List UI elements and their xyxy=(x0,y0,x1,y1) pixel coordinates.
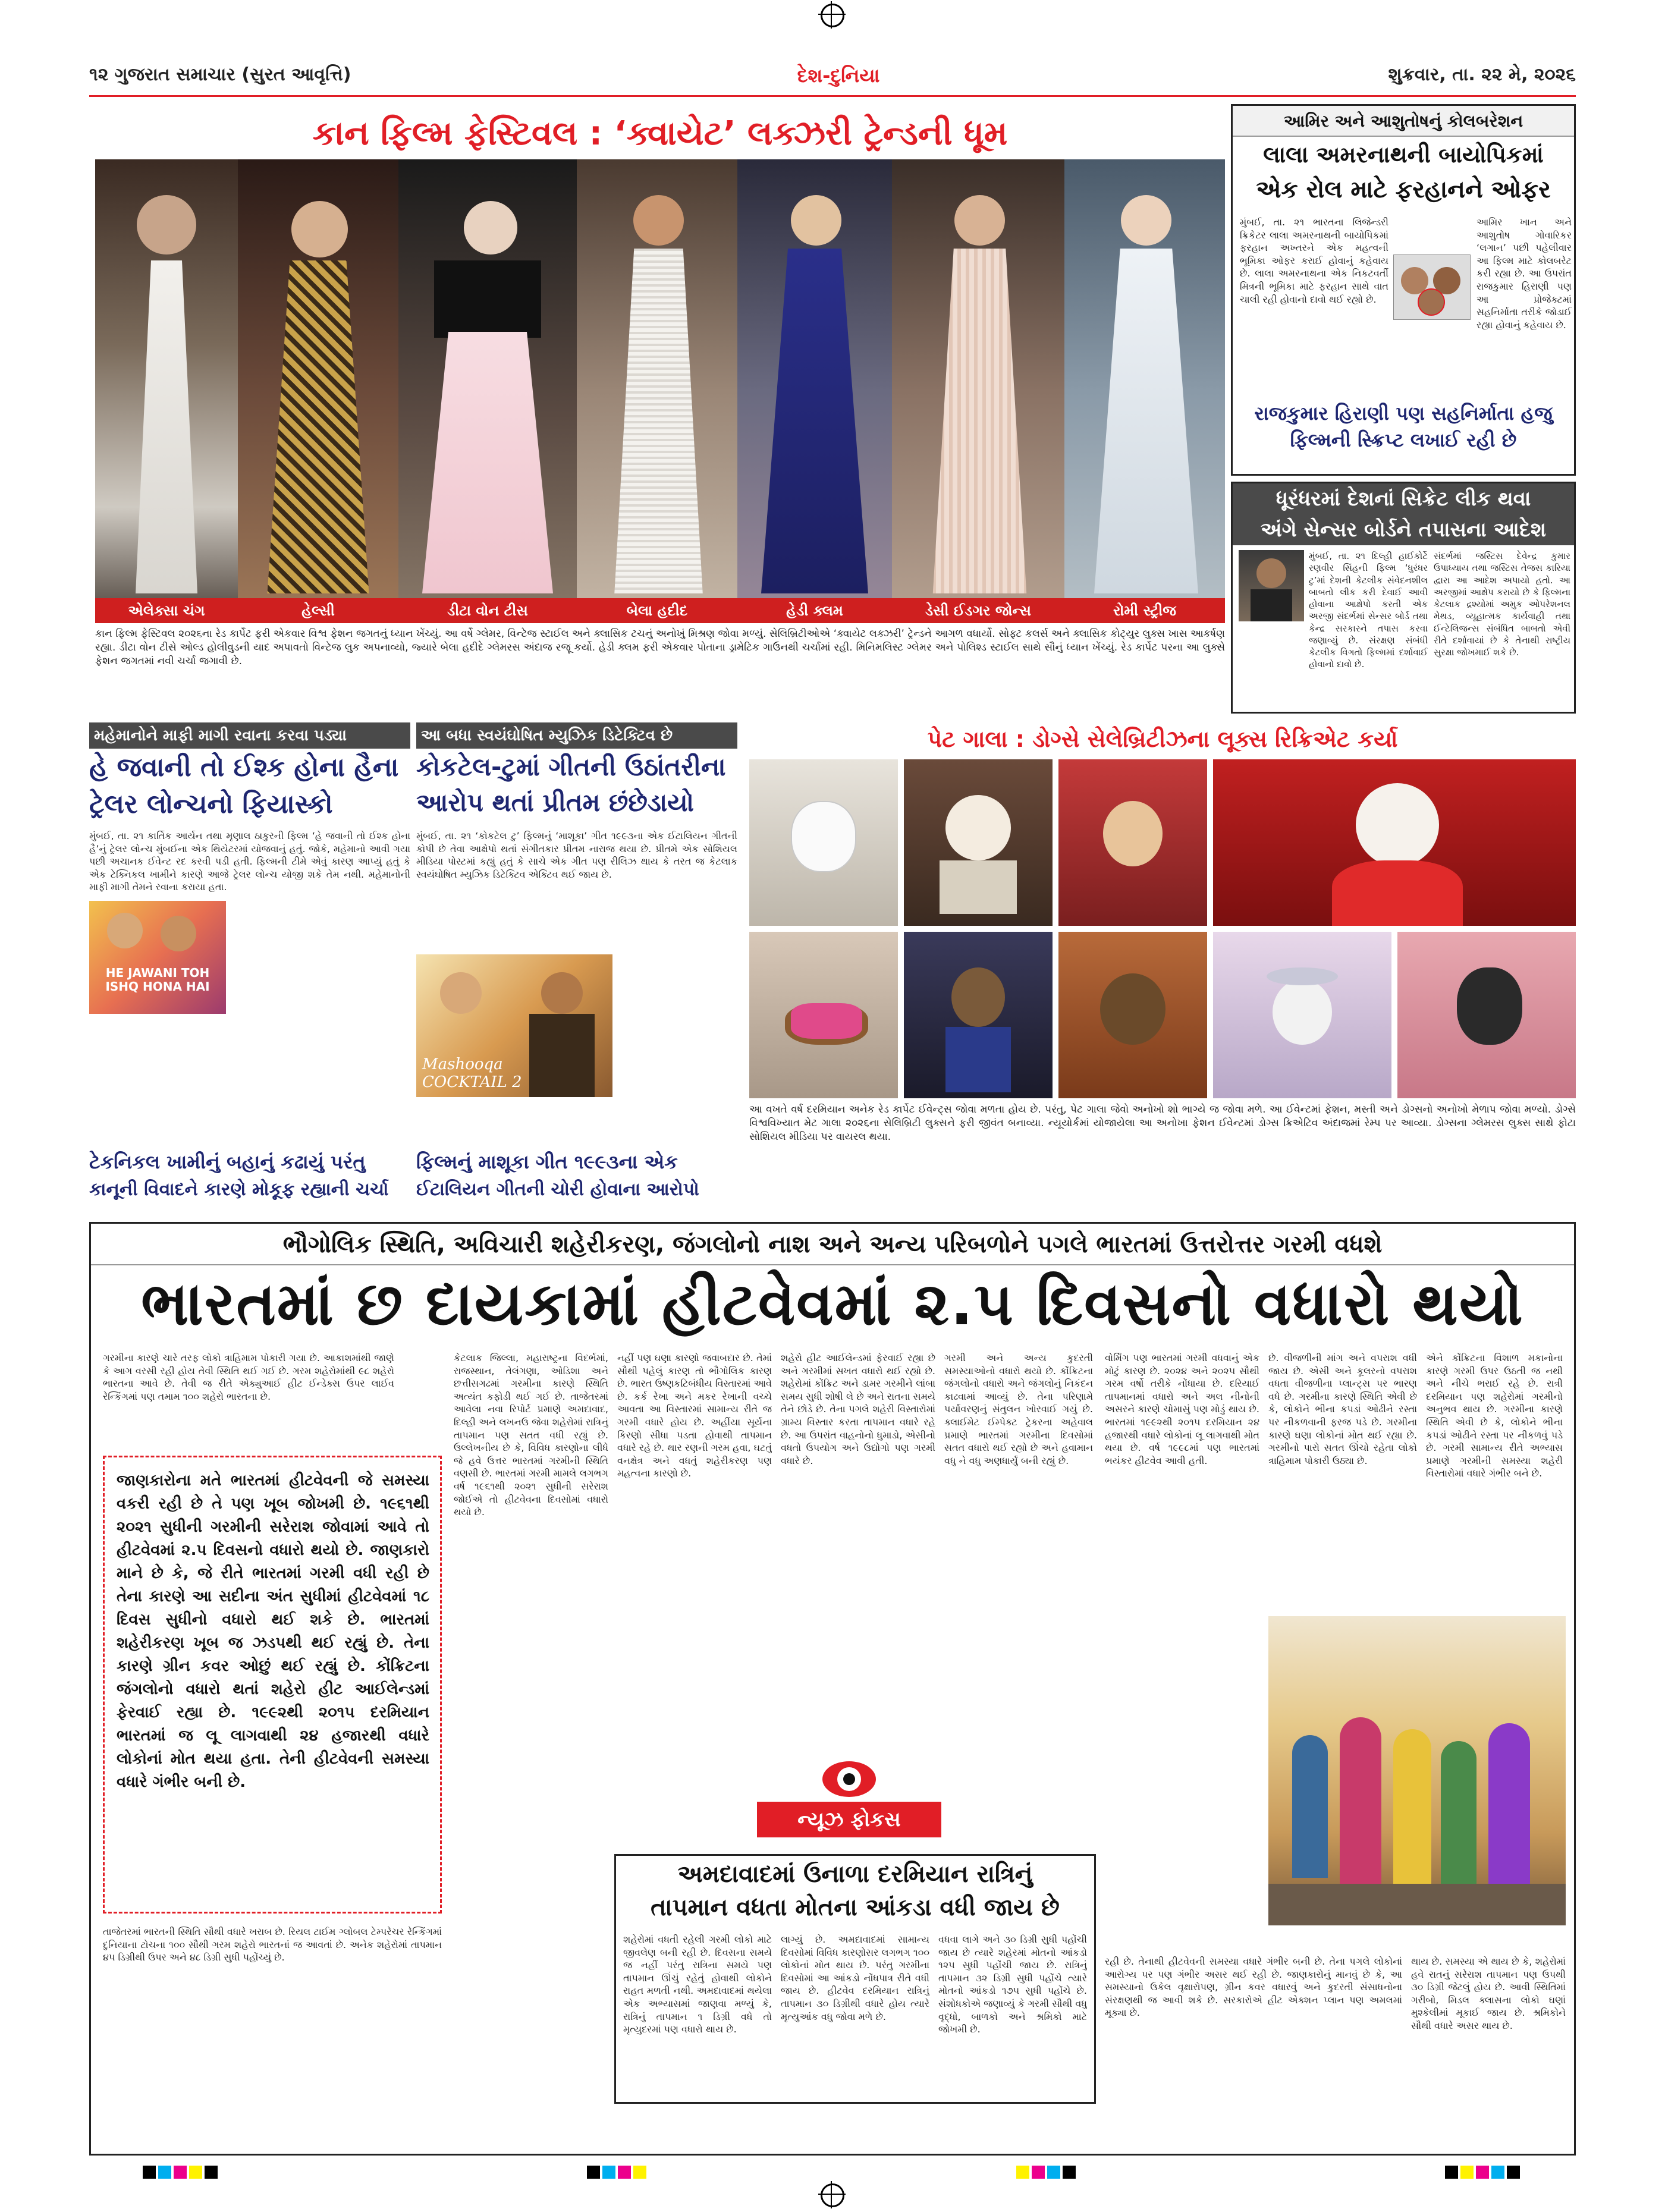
header-rule xyxy=(89,95,1576,97)
ahmedabad-col-1: શહેરોમાં વધતી રહેલી ગરમી લોકો માટે જીવલેણ બની રહી છે. દિવસના સમયે જ નહીં પરંતુ રાત્રિના સમયે પણ તાપમાન ઊંચું રહેતું હોવાથી લોકોને રાહત મળતી નથી. અમદાવાદમાં થયેલા એક અભ્યાસમાં જાણવા મળ્યું કે, રાત્રિનું તાપમાન ૧ ડિગ્રી વધે તો મૃત્યુદરમાં પણ વધારો થાય છે. xyxy=(623,1934,772,2035)
ahmedabad-col-2: લાગ્યું છે. અમદાવાદમાં સામાન્ય દિવસોમાં વિવિધ કારણોસર લગભગ ૧૦૦ લોકોનાં મોત થાય છે. પરંતુ ગરમીના દિવસોમાં આ આંકડો નોંધપાત્ર રીતે વધી જાય છે. હીટવેવ દરમિયાન રાત્રિનું તાપમાન ૩૦ ડિગ્રીથી વધારે હોય ત્યારે મૃત્યુઆંક વધુ જોવા મળે છે. xyxy=(781,1934,929,2022)
dhurandhar-body-2: સંદર્ભમાં જસ્ટિસ દેવેન્દ્ર કુમાર ઉપાધ્યાય તથા જસ્ટિસ તેજસ કારિયા દ્વારા આ આદેશ અપાયો હતો. આ અરજીમાં આક્ષેપ કરાયો છે કે ફિલ્મના કેટલાક દ્રશ્યોમાં અમુક ઓપરેશનલ મેથડ, વ્યૂહાત્મક કાર્યવાહી તથા ઈન્ટેલિજન્સ સંબંધિત બાબતો એવી રીતે દર્શાવાયાં છે કે તેનાથી રાષ્ટ્રીય સુરક્ષા જોખમાઈ શકે છે. xyxy=(1434,551,1570,658)
dhurandhar-headline-1: ધૂરંધરમાં દેશનાં સિક્રેટ લીક થવા xyxy=(1233,483,1574,514)
metgala-section xyxy=(749,722,1576,1216)
aamir-box xyxy=(1231,104,1576,476)
pritam-poster xyxy=(416,954,612,1097)
page-header xyxy=(89,59,1576,95)
cannes-caption-4: બેલા હદીદ xyxy=(577,598,737,623)
heat-street-photo xyxy=(1268,1616,1566,1925)
metgala-photo-9 xyxy=(1397,932,1576,1098)
heat-col-8: એને કોંક્રિટના વિશાળ મકાનોના કારણે ગરમી ઉપર ઉઠતી જ નથી અને નીચે ભરાઈ રહે છે. રાત્રી દરમિયાન પણ શહેરોમાં ગરમીનો અનુભવ થાય છે. ગરમીના કારણે સ્થિતિ એવી છે કે, લોકોને ભીના કપડાં ઓઢીને રસ્તા પર નીકળવું પડે છે. ગરમી સામાન્ય રીતે અભ્યાસ પ્રમાણે ગરમીની સમસ્યા શહેરી વિસ્તારોમાં વધારે ગંભીર બને છે. xyxy=(1426,1352,1563,1479)
hejawani-subhead-2: કાનૂની વિવાદને કારણે મોકૂફ રહ્યાની ચર્ચા xyxy=(89,1179,389,1200)
pritam-headline-2: આરોપ થતાં પ્રીતમ છંછેડાયો xyxy=(416,788,695,817)
cannes-caption-5: હેડી ક્લમ xyxy=(737,598,892,623)
heat-col-6: વોર્મિંગ પણ ભારતમાં ગરમી વધવાનું એક મોટું કારણ છે. ૨૦૨૪ અને ૨૦૨૫ સૌથી ગરમ વર્ષો તરીકે નોંધાયા છે. દરિયાઈ તાપમાનમાં વધારો અને અલ નીનોની અસરને કારણે ચોમાસું પણ મોડું થાય છે. ભારતમાં ૧૯૯૨થી ૨૦૧૫ દરમિયાન ૨૪ હજારથી વધારે લોકોનાં લૂ લાગવાથી મોત થયા છે. વર્ષ ૧૯૯૮માં પણ ભારતમાં ભયંકર હીટવેવ આવી હતી. xyxy=(1105,1352,1259,1466)
aamir-body-1: મુંબઈ, તા. ૨૧ ભારતના લિજેન્ડરી ક્રિકેટર લાલા અમરનાથની બાયોપિકમાં ફરહાન અખ્તરને એક મહત્વની ભૂમિકા ઓફર કરાઈ હોવાનું કહેવાય છે. લાલા અમરનાથના એક નિકટવર્તી મિત્રની ભૂમિકા માટે ફરહાન સાથે વાત ચાલી રહી હોવાનો દાવો થઈ રહ્યો છે. xyxy=(1240,216,1388,305)
pritam-kicker: આ બધા સ્વયંઘોષિત મ્યુઝિક ડિટેક્ટિવ છે xyxy=(416,722,737,749)
dhurandhar-body-1: મુંબઈ, તા. ૨૧ દિલ્હી હાઈકોર્ટે રણવીર સિંહની ફિલ્મ ‘ધુરંધર ટુ’માં દેશની કેટલીક સંવેદનશીલ બાબતો લીક કરી દેવાઈ આવી હોવાના આક્ષેપો કરતી એક અરજી સંદર્ભમાં સેન્સર બોર્ડ તથા કેન્દ્ર સરકારને તપાસ કરવા જણાવ્યું છે. સંરક્ષણ સંબંધી કેટલીક વિગતો ફિલ્મમાં દર્શાવાઈ હોવાનો દાવો છે. xyxy=(1309,551,1428,670)
hejawani-poster xyxy=(89,901,226,1014)
metgala-photo-6 xyxy=(904,932,1053,1098)
hejawani-subhead-1: ટેકનિકલ ખામીનું બહાનું કઢાયું પરંતુ xyxy=(89,1151,366,1173)
aamir-portraits xyxy=(1393,254,1471,320)
metgala-photo-7 xyxy=(1058,932,1207,1098)
metgala-photo-3 xyxy=(1058,759,1207,926)
footer-color-bar xyxy=(143,2164,1522,2180)
page-date: શુક્રવાર, તા. ૨૨ મે, ૨૦૨૬ xyxy=(1388,64,1576,85)
metgala-photo-4 xyxy=(1213,759,1576,926)
metgala-body: આ વખતે વર્ષ દરમિયાન અનેક રેડ કાર્પેટ ઈવેન્ટ્સ જોવા મળતા હોય છે. પરંતુ, પેટ ગાલા જેવો અનોખો શો ભાગ્યે જ જોવા મળે. આ ઈવેન્ટમાં ફેશન, મસ્તી અને ડોગ્સનો અનોખો મેળાપ જોવા મળ્યો. ડોગ્સે વિશ્વવિખ્યાત મેટ ગાલા ૨૦૨૬ના સેલિબ્રિટી લુક્સને ફરી જીવંત બનાવ્યા. ન્યૂયોર્કમાં યોજાયેલા આ અનોખા ફેશન ઈવેન્ટમાં ડોગ્સ ક્રિએટિવ અંદાજમાં રેમ્પ પર આવ્યા. ડોગ્સના ગ્લેમરસ લુક્સ સાથે ફોટા સોશિયલ મીડિયા પર વાયરલ થયા. xyxy=(749,1104,1576,1143)
hejawani-section xyxy=(89,722,410,1216)
metgala-photo-1 xyxy=(749,759,898,926)
aamir-subhead: રાજકુમાર હિરાણી પણ સહનિર્માતા હજુ ફિલ્મની સ્ક્રિપ્ટ લખાઈ રહી છે xyxy=(1254,402,1553,451)
ahmedabad-box xyxy=(614,1854,1096,2104)
cannes-caption-6: ડેસી ઈડગર જોન્સ xyxy=(892,598,1064,623)
aamir-kicker: આમિર અને આશુતોષનું કોલબરેશન xyxy=(1233,106,1574,137)
pritam-poster-title: Mashooqa COCKTAIL 2 xyxy=(422,1055,522,1091)
cannes-photo-1 xyxy=(95,159,238,623)
ahmedabad-headline-1: અમદાવાદમાં ઉનાળા દરમિયાન રાત્રિનું xyxy=(677,1861,1033,1888)
heat-section xyxy=(89,1222,1576,2156)
metgala-photo-2 xyxy=(904,759,1053,926)
dhurandhar-headline-2: અંગે સેન્સર બોર્ડને તપાસના આદેશ xyxy=(1233,514,1574,545)
heat-col-2: કેટલાક જિલ્લા, મહારાષ્ટ્રના વિદર્ભમાં, રાજસ્થાન, તેલંગણા, ઓડિશા અને છત્તીસગઢમાં ગરમીના કારણે સ્થિતિ અત્યંત કફોડી થઈ ગઈ છે. તાજેતરમાં આવેલા નવા રિપોર્ટ પ્રમાણે અમદાવાદ, દિલ્હી અને લખનઉ જેવા શહેરોમાં રાત્રિનું તાપમાન પણ સતત વધી રહ્યું છે. ઉલ્લેખનીય છે કે, વિવિધ કારણોના લીધે જે હવે ઉત્તર ભારતમાં ગરમીની સ્થિતિ વણસી છે. ભારતમાં ગરમી મામલે લગભગ વર્ષ ૧૯૬૧થી ૨૦૨૧ સુધીની સરેરાશ જોઈએ તો હીટવેવના દિવસોમાં વધારો થયો છે. xyxy=(454,1352,608,1518)
heat-col-5: ગરમી અને અન્ય કુદરતી સમસ્યાઓનો વધારો થયો છે. કોંક્રિટના જંગલોનો વધારો અને જંગલોનું નિકંદન કાઢવામાં આવ્યું છે. તેના પરિણામે પર્યાવરણનું સંતુલન ખોરવાઈ ગયું છે. ક્લાઈમેટ ઈમ્પેક્ટ ટ્રેકરના અહેવાલ પ્રમાણે ભારતમાં ગરમીના દિવસોમાં સતત વધારો થઈ રહ્યો છે અને હવામાન વધુ ને વધુ અણધાર્યું બની રહ્યું છે. xyxy=(944,1352,1093,1466)
eye-icon xyxy=(822,1761,876,1797)
cannes-photo-7 xyxy=(1064,159,1225,623)
metgala-headline: પેટ ગાલા : ડોગ્સે સેલેબ્રિટીઝના લૂક્સ રિક્રિએટ કર્યા xyxy=(927,726,1398,752)
news-focus-label: ન્યૂઝ ફોકસ xyxy=(757,1802,941,1837)
heat-banner: ભૌગોલિક સ્થિતિ, અવિચારી શહેરીકરણ, જંગલોનો નાશ અને અન્ય પરિબળોને પગલે ભારતમાં ઉત્તરોત્તર ગરમી વધશે xyxy=(91,1224,1574,1265)
dhurandhar-box xyxy=(1231,482,1576,714)
cannes-caption-3: ડીટા વોન ટીસ xyxy=(398,598,577,623)
heat-col-3: નહીં પણ ઘણા કારણો જવાબદાર છે. તેમાં સૌથી પહેલું કારણ તો ભૌગોલિક કારણ છે. ભારત ઉષ્ણકટિબંધીય વિસ્તારમાં આવે છે. કર્ક રેખા અને મકર રેખાની વચ્ચે આવતા આ વિસ્તારમાં સામાન્ય રીતે જ ગરમી વધારે હોય છે. અહીંયા સૂર્યના કિરણો સીધા પડતા હોવાથી તાપમાન વધારે રહે છે. થાર રણની ગરમ હવા, ઘટતું વનક્ષેત્ર અને વધતું શહેરીકરણ પણ મહત્વના કારણો છે. xyxy=(617,1352,772,1479)
metgala-photo-8 xyxy=(1213,932,1391,1098)
hejawani-kicker: મહેમાનોને માફી માગી રવાના કરવા પડ્યા xyxy=(89,722,410,749)
heat-col-1b: તાજેતરમાં ભારતની સ્થિતિ સૌથી વધારે ખરાબ છે. રિયલ ટાઈમ ગ્લોબલ ટેમ્પરેચર રેન્કિંગમાં દુનિયાના ટોચના ૧૦૦ સૌથી ગરમ શહેરો ભારતનાં જ આવતાં છે. અનેક શહેરોમાં તાપમાન ૪૫ ડિગ્રીથી ઉપર અને ૪૮ ડિગ્રી સુધી પહોંચ્યું છે. xyxy=(103,1926,442,1963)
heat-headline: ભારતમાં છ દાયકામાં હીટવેવમાં ૨.૫ દિવસનો વધારો થયો xyxy=(141,1269,1524,1338)
heat-highlight-text: જાણકારોના મતે ભારતમાં હીટવેવની જે સમસ્યા વકરી રહી છે તે પણ ખૂબ જોખમી છે. ૧૯૬૧થી ૨૦૨૧ સુધીની ગરમીની સરેરાશ જોવામાં આવે તો હીટવેવમાં ૨.૫ દિવસનો વધારો થયો છે. જાણકારો માને છે કે, જે રીતે ભારતમાં ગરમી વધી રહી છે તેના કારણે આ સદીના અંત સુધીમાં હીટવેવમાં ૧૮ દિવસ સુધીનો વધારો થઈ શકે છે. ભારતમાં શહેરીકરણ ખૂબ જ ઝડપથી થઈ રહ્યું છે. તેના કારણે ગ્રીન કવર ઓછું થઈ રહ્યું છે. કોંક્રિટના જંગલોનો વધારો થતાં શહેરો હીટ આઈલેન્ડમાં ફેરવાઈ રહ્યા છે. ૧૯૯૨થી ૨૦૧૫ દરમિયાન ભારતમાં જ લૂ લાગવાથી ૨૪ હજારથી વધારે લોકોનાં મોત થયા હતા. તેની હીટવેવની સમસ્યા વધારે ગંભીર બની છે. xyxy=(117,1472,429,1791)
cannes-photo-4 xyxy=(577,159,737,623)
page-info: ૧૨ ગુજરાત સમાચાર (સુરત આવૃત્તિ) xyxy=(89,64,351,85)
hejawani-poster-title: HE JAWANI TOH ISHQ HONA HAI xyxy=(105,966,210,994)
dhurandhar-photo xyxy=(1239,550,1304,621)
cannes-caption-7: રોમી સ્ટ્રીજ xyxy=(1064,598,1225,623)
registration-mark-bottom xyxy=(821,2183,844,2207)
heat-col-6b: રહી છે. તેનાથી હીટવેવની સમસ્યા વધારે ગંભીર બની છે. તેના પગલે લોકોનાં આરોગ્ય પર પણ ગંભીર અસર થઈ રહી છે. જાણકારોનું માનવું છે કે, આ સમસ્યાનો ઉકેલ વૃક્ષારોપણ, ગ્રીન કવર વધારવું અને કુદરતી સંસાધનોના સંરક્ષણથી જ આવી શકે છે. સરકારોએ હીટ એક્શન પ્લાન પણ અમલમાં મૂક્યા છે. xyxy=(1105,1956,1402,2019)
metgala-photo-grid xyxy=(749,759,1576,1098)
aamir-body-2: આમિર ખાન અને આશુતોષ ગોવારિકર ‘લગાન’ પછી પહેલીવાર આ ફિલ્મ માટે કોલબરેટ કરી રહ્યા છે. આ ઉપરાંત રાજકુમાર હિરાણી પણ આ પ્રોજેક્ટમાં સહનિર્માતા તરીકે જોડાઈ રહ્યા હોવાનું કહેવાય છે. xyxy=(1476,216,1572,331)
heat-col-7: છે. વીજળીની માંગ અને વપરાશ વધી જાય છે. એસી અને કૂલરનો વપરાશ વધતા વીજળીના પ્લાન્ટ્સ પર ભારણ વધે છે. ગરમીના કારણે સ્થિતિ એવી છે કે, લોકોને ભીના કપડાં ઓઢીને રસ્તા પર નીકળવાની ફરજ પડે છે. ગરમીના કારણે ઘણા લોકોનાં મોત થઈ રહ્યા છે. ગરમીનો પારો સતત ઊંચો રહેતા લોકો ત્રાહિમામ પોકારી ઉઠ્યા છે. xyxy=(1268,1352,1417,1466)
aamir-headline-2: એક રોલ માટે ફરહાનને ઓફર xyxy=(1256,176,1551,203)
cannes-body: કાન ફિલ્મ ફેસ્ટિવલ ૨૦૨૬ના રેડ કાર્પેટ ફરી એકવાર વિશ્વ ફેશન જગતનું ધ્યાન ખેંચ્યું. આ વર્ષે ગ્લેમર, વિન્ટેજ સ્ટાઈલ અને ક્લાસિક ટચનું અનોખું મિશ્રણ જોવા મળ્યું. સેલિબ્રિટીઓએ ‘ક્વાયેટ લક્ઝરી’ ટ્રેન્ડને આગળ વધાર્યો. સોફ્ટ કલર્સ અને ક્લાસિક કોટ્યુર લુક્સ ખાસ આકર્ષણ રહ્યા. ડીટા વોન ટીસે ઓલ્ડ હોલીવુડની યાદ અપાવતો વિન્ટેજ લુક અપનાવ્યો, જ્યારે બેલા હદીદે ગ્લેમરસ અંદાજ રજૂ કર્યો. હેડી ક્લમ ફરી એકવાર પોતાના ડ્રામેટિક ગાઉનથી ચર્ચામાં રહી. મિનિમલિસ્ટ ગ્લેમર અને પોલિશ્ડ સ્ટાઈલ સાથે સૌનું ધ્યાન ખેંચ્યું. રેડ કાર્પેટ પરના આ લુક્સે ફેશન જગતમાં નવી ચર્ચા જગાવી છે. xyxy=(95,628,1225,667)
cannes-photo-3 xyxy=(398,159,577,623)
aamir-headline-1: લાલા અમરનાથની બાયોપિકમાં xyxy=(1263,142,1544,168)
registration-mark-top xyxy=(821,4,844,27)
heat-highlight-box xyxy=(103,1456,442,1913)
metgala-photo-5 xyxy=(749,932,898,1098)
heat-col-4: શહેરો હીટ આઈલેન્ડમાં ફેરવાઈ રહ્યા છે અને ગરમીમાં સખત વધારો થઈ રહ્યો છે. શહેરોમાં કોંક્રિટ અને ડામર ગરમીને લાંબા સમય સુધી શોષી લે છે અને રાતના સમયે તેને છોડે છે. તેના પગલે શહેરી વિસ્તારોમાં ગ્રામ્ય વિસ્તાર કરતા તાપમાન વધારે રહે છે. આ ઉપરાંત વાહનોનો ધુમાડો, એસીનો વધતો ઉપયોગ અને ઉદ્યોગો પણ ગરમી વધારે છે. xyxy=(781,1352,935,1466)
news-focus-badge xyxy=(757,1759,941,1848)
cannes-caption-2: હેલ્સી xyxy=(238,598,398,623)
cannes-photo-5 xyxy=(737,159,892,623)
cannes-photo-strip xyxy=(95,159,1225,623)
pritam-headline-1: કોકટેલ-ટુમાં ગીતની ઉઠાંતરીના xyxy=(416,752,726,781)
hejawani-headline-2: ટ્રેલર લોન્ચનો ફિયાસ્કો xyxy=(89,789,333,819)
hejawani-headline-1: હે જવાની તો ઈશ્ક હોના હૈના xyxy=(89,752,399,783)
ahmedabad-col-3: વધવા લાગે અને ૩૦ ડિગ્રી સુધી પહોંચી જાય છે ત્યારે શહેરમાં મોતનો આંકડો ૧૨૫ સુધી પહોંચી જાય છે. રાત્રિનું તાપમાન ૩૨ ડિગ્રી સુધી પહોંચે ત્યારે મોતનો આંકડો ૧૭૫ સુધી પહોંચે છે. સંશોધકોએ જણાવ્યું કે ગરમી સૌથી વધુ વૃદ્ધો, બાળકો અને શ્રમિકો માટે જોખમી છે. xyxy=(938,1934,1087,2035)
ahmedabad-headline-2: તાપમાન વધતા મોતના આંકડા વધી જાય છે xyxy=(651,1894,1060,1921)
section-label: દેશ-દુનિયા xyxy=(797,64,880,87)
pritam-subhead-2: ઈટાલિયન ગીતની ચોરી હોવાના આરોપો xyxy=(416,1179,699,1200)
cannes-headline: કાન ફિલ્મ ફેસ્ટિવલ : ‘ક્વાયેટ’ લક્ઝરી ટ્રેન્ડની ધૂમ xyxy=(312,114,1008,153)
heat-col-1: ગરમીના કારણે ચારે તરફ લોકો ત્રાહિમામ પોકારી ગયા છે. આકાશમાંથી જાણે કે આગ વરસી રહી હોય તેવી સ્થિતિ થઈ ગઈ છે. ગરમ શહેરોમાંથી ૯૮ શહેરો ભારતના આવે છે. તેવી જ રીતે એક્યુઆઈ હીટ ઈન્ડેક્સ ઉપર લાઈવ રેન્કિંગમાં પણ તમામ ૧૦૦ શહેરો ભારતના છે. xyxy=(103,1352,394,1402)
cannes-photo-6 xyxy=(892,159,1064,623)
pritam-body: મુંબઈ, તા. ૨૧ ‘કોકટેલ ટુ’ ફિલ્મનું ‘માશૂકા’ ગીત ૧૯૯૩ના એક ઈટાલિયન ગીતની કોપી છે તેવા આક્ષેપો થતાં સંગીતકાર પ્રીતમ નારાજ થયા છે. પ્રીતમે એક સોશિયલ મીડિયા પોસ્ટમાં કહ્યું હતું કે સાચે એક ગીત પણ રીલિઝ થાય કે તરત જ કેટલાક સ્વયંઘોષિત મ્યુઝિક ડિટેક્ટિવ એક્ટિવ થઈ જાય છે. xyxy=(416,830,737,880)
cannes-photo-2 xyxy=(238,159,398,623)
pritam-subhead-1: ફિલ્મનું માશૂકા ગીત ૧૯૯૩ના એક xyxy=(416,1151,678,1173)
cannes-caption-1: એલેક્સા ચંગ xyxy=(95,598,238,623)
pritam-section xyxy=(416,722,737,1216)
heat-col-8b: થાય છે. સમસ્યા એ થાય છે કે, શહેરોમાં હવે રાતનું સરેરાશ તાપમાન પણ ઉપથી ૩૦ ડિગ્રી જેટલું હોય છે. આવી સ્થિતિમાં ગરીબો, મિડલ ક્લાસના લોકો ઘણાં મુશ્કેલીમાં મૂકાઈ જાય છે. શ્રમિકોને સૌથી વધારે અસર થાય છે. xyxy=(1411,1956,1566,2031)
hejawani-body: મુંબઈ, તા. ૨૧ કાર્તિક આર્યન તથા મૃણાલ ઠાકુરની ફિલ્મ ‘હે જવાની તો ઈશ્ક હોના હૈ’નું ટ્રેલર લોન્ચ મુંબઈના એક થિયેટરમાં યોજવાનું હતું. જોકે, મહેમાનો આવી ગયા પછી અચાનક ઈવેન્ટ રદ કરવી પડી હતી. ફિલ્મની ટીમે એવું કારણ આપ્યું હતું કે એક ટેક્નિકલ ખામીને કારણે આજે ટ્રેલર લોન્ચ યોજી શકે તેમ નથી. મહેમાનોની માફી માગી તેમને રવાના કરાયા હતા. xyxy=(89,830,410,893)
